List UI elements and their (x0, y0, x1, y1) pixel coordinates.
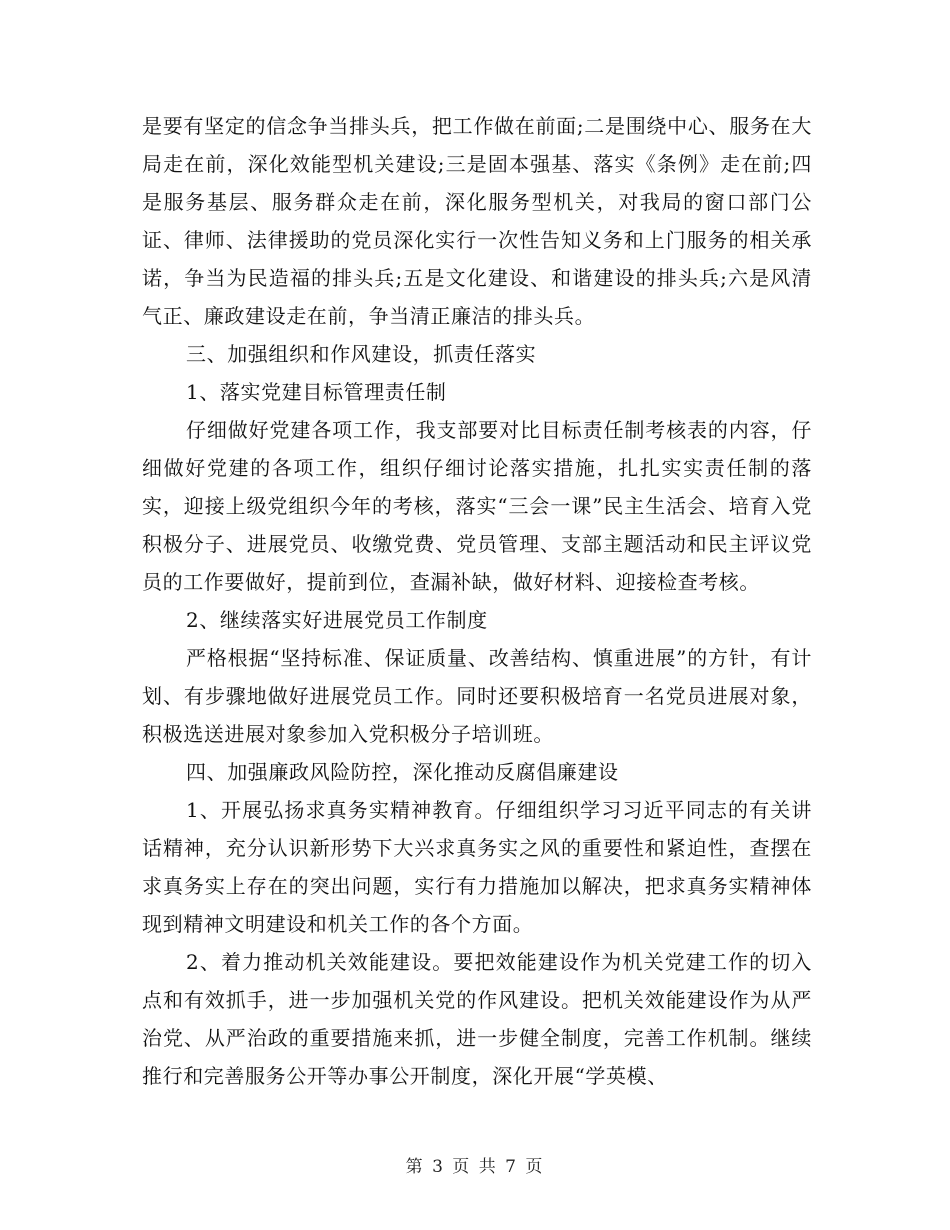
subheading-3-1: 1、落实党建目标管理责任制 (186, 380, 447, 404)
page-number-footer: 第 3 页 共 7 页 (405, 1157, 545, 1177)
section-heading-3: 三、加强组织和作风建设，抓责任落实 (186, 342, 537, 366)
paragraph-2: 仔细做好党建各项工作，我支部要对比目标责任制考核表的内容，仔细做好党建的各项工作，组织仔细讨论落实措施，扎扎实实责任制的落实，迎接上级党组织今年的考核，落实“三会一课”民主生活会、培育入党积极分子、进展党员、收缴党费、党员管理、支部主题活动和民主评议党员的工作要做好，提前到位，查漏补缺，做好材料、迎接检查考核。 (142, 418, 812, 594)
document-body (142, 107, 812, 1095)
paragraph-3: 严格根据“坚持标准、保证质量、改善结构、慎重进展”的方针，有计划、有步骤地做好进展党员工作。同时还要积极培育一名党员进展对象，积极选送进展对象参加入党积极分子培训班。 (142, 646, 812, 746)
subheading-3-2: 2、继续落实好进展党员工作制度 (186, 608, 488, 632)
section-heading-4: 四、加强廉政风险防控，深化推动反腐倡廉建设 (186, 760, 619, 784)
paragraph-5: 2、着力推动机关效能建设。要把效能建设作为机关党建工作的切入点和有效抓手，进一步加强机关党的作风建设。把机关效能建设作为从严治党、从严治政的重要措施来抓，进一步健全制度，完善工作机制。继续推行和完善服务公开等办事公开制度，深化开展“学英模、 (142, 950, 812, 1088)
paragraph-1: 是要有坚定的信念争当排头兵，把工作做在前面;二是围绕中心、服务在大局走在前，深化效能型机关建设;三是固本强基、落实《条例》走在前;四是服务基层、服务群众走在前，深化服务型机关，对我局的窗口部门公证、律师、法律援助的党员深化实行一次性告知义务和上门服务的相关承诺，争当为民造福的排头兵;五是文化建设、和谐建设的排头兵;六是风清气正、廉政建设走在前，争当清正廉洁的排头兵。 (142, 114, 812, 328)
paragraph-4: 1、开展弘扬求真务实精神教育。仔细组织学习习近平同志的有关讲话精神，充分认识新形势下大兴求真务实之风的重要性和紧迫性，查摆在求真务实上存在的突出问题，实行有力措施加以解决，把求真务实精神体现到精神文明建设和机关工作的各个方面。 (142, 798, 812, 936)
